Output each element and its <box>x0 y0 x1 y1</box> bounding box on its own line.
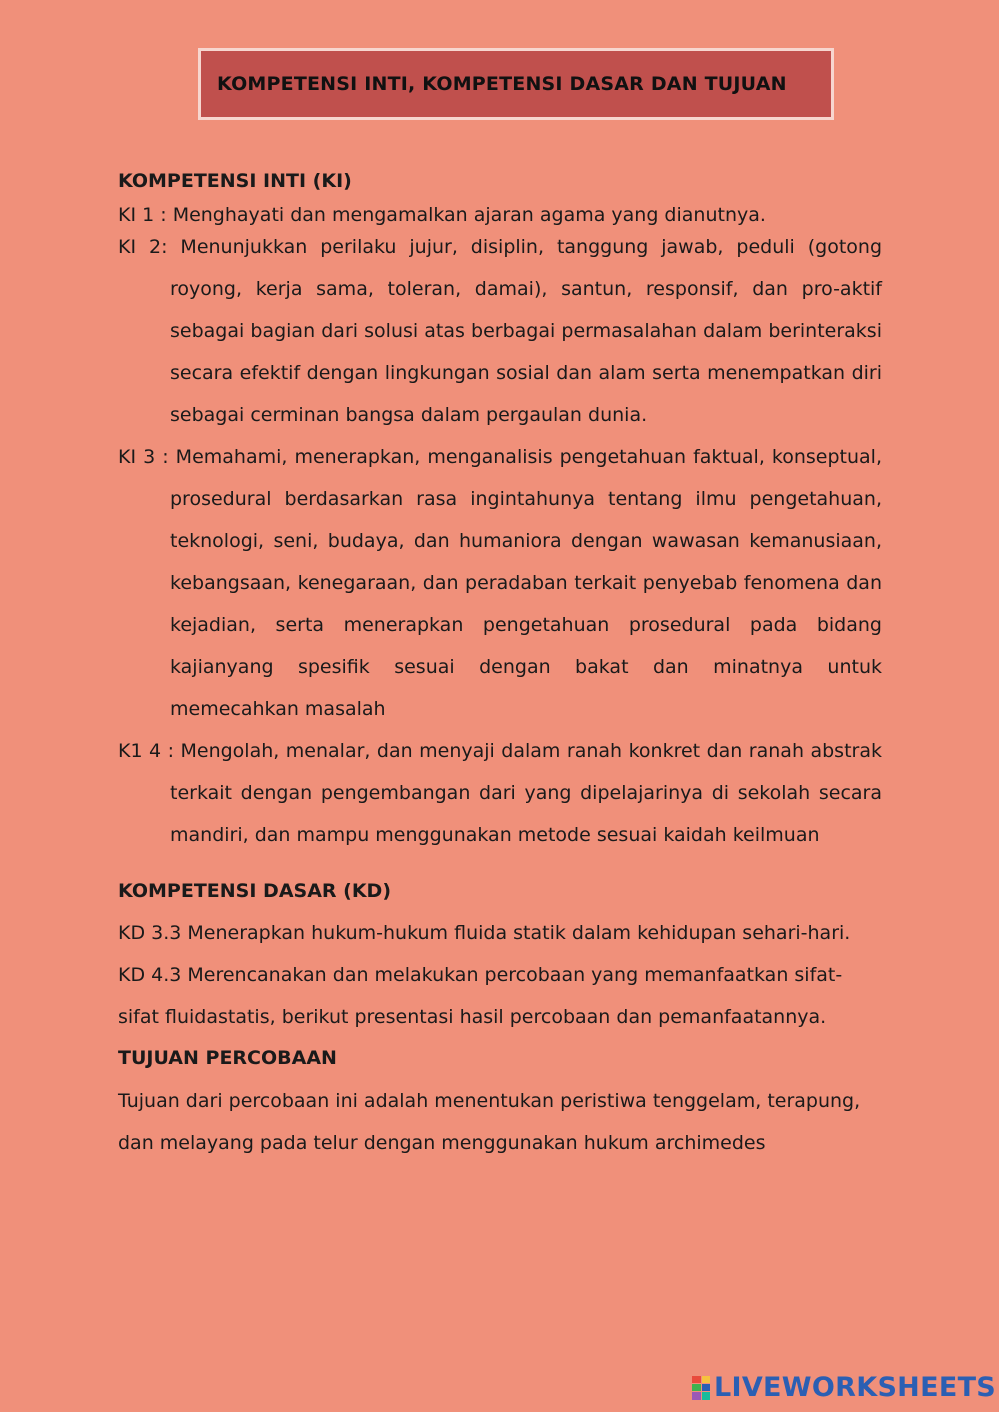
kd-item-4-3: KD 4.3 Merencanakan dan melakukan percobaan yang memanfaatkan sifat-sifat fluidastatis, berikut presentasi hasil percobaan dan pemanfaatannya. <box>118 964 843 1028</box>
content-body <box>118 160 882 1164</box>
ki-item-4 <box>118 730 882 856</box>
page-title: KOMPETENSI INTI, KOMPETENSI DASAR DAN TUJUAN <box>217 73 787 95</box>
kd-heading: KOMPETENSI DASAR (KD) <box>118 880 392 902</box>
liveworksheets-logo-icon <box>692 1376 710 1400</box>
ki-heading: KOMPETENSI INTI (KI) <box>118 170 352 192</box>
ki-label: K1 4 : <box>118 740 174 762</box>
ki-text: Menunjukkan perilaku jujur, disiplin, tanggung jawab, peduli (gotong royong, kerja sama, toleran, damai), santun, responsif, dan pro-aktif sebagai bagian dari solusi atas berbagai permasalahan dalam berinteraksi secara efektif dengan lingkungan sosial dan alam serta menempatkan diri sebagai cerminan bangsa dalam pergaulan dunia. <box>170 236 883 426</box>
ki-label: KI 2: <box>118 236 168 258</box>
ki-item-3 <box>118 436 882 730</box>
ki-label: KI 1 : <box>118 204 167 226</box>
tujuan-text: Tujuan dari percobaan ini adalah menentukan peristiwa tenggelam, terapung, dan melayang pada telur dengan menggunakan hukum archimedes <box>118 1090 861 1154</box>
liveworksheets-brand: LIVEWORKSHEETS <box>714 1372 997 1403</box>
ki-label: KI 3 : <box>118 446 169 468</box>
tujuan-heading: TUJUAN PERCOBAAN <box>118 1047 337 1069</box>
ki-text: Menghayati dan mengamalkan ajaran agama yang dianutnya. <box>172 204 766 226</box>
title-box <box>198 48 834 120</box>
ki-item-2 <box>118 226 882 436</box>
liveworksheets-logo[interactable] <box>692 1372 996 1403</box>
ki-text: Memahami, menerapkan, menganalisis pengetahuan faktual, konseptual, prosedural berdasarkan rasa ingintahunya tentang ilmu pengetahuan, teknologi, seni, budaya, dan humaniora dengan wawasan kemanusiaan, kebangsaan, kenegaraan, dan peradaban terkait penyebab fenomena dan kejadian, serta menerapkan pengetahuan prosedural pada bidang kajianyang spesifik sesuai dengan bakat dan minatnya untuk memecahkan masalah <box>170 446 882 720</box>
kd-item-3-3: KD 3.3 Menerapkan hukum-hukum fluida statik dalam kehidupan sehari-hari. <box>118 922 851 944</box>
ki-text: Mengolah, menalar, dan menyaji dalam ranah konkret dan ranah abstrak terkait dengan pengembangan dari yang dipelajarinya di sekolah secara mandiri, dan mampu menggunakan metode sesuai kaidah keilmuan <box>170 740 882 846</box>
